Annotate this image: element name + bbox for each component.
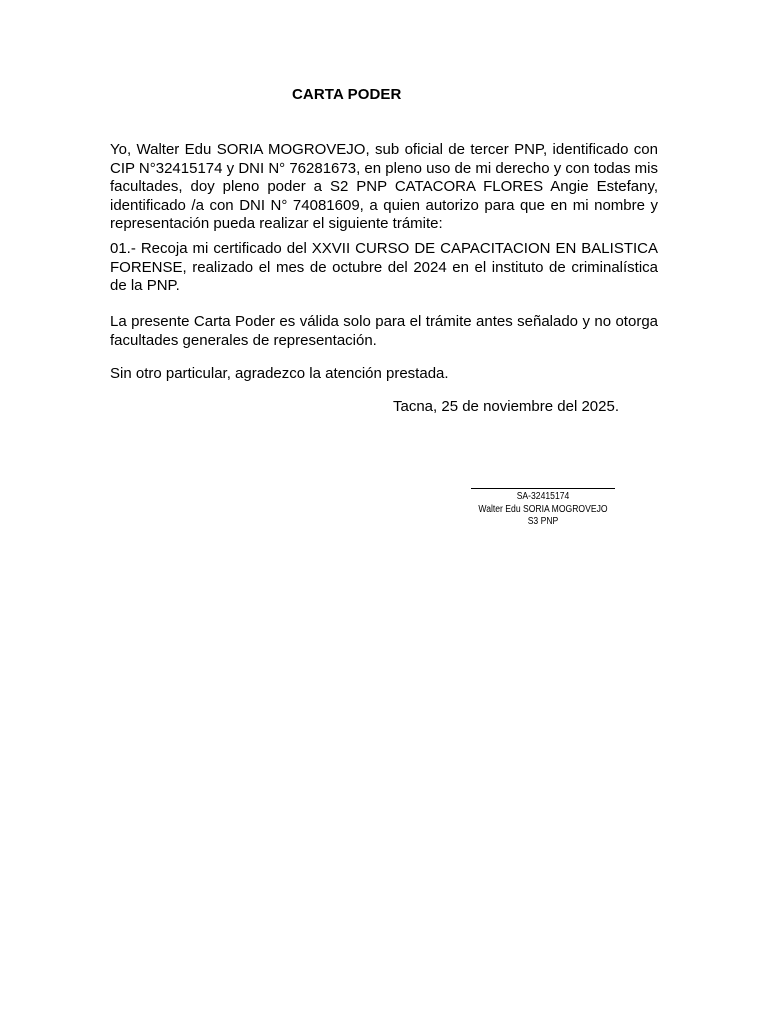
signature-line [471,488,615,489]
paragraph-closing: Sin otro particular, agradezco la atención prestada. [110,365,449,382]
signature-name: Walter Edu SORIA MOGROVEJO [478,503,608,515]
date-line: Tacna, 25 de noviembre del 2025. [393,398,619,415]
signature-block [463,488,623,529]
paragraph-authorization: Yo, Walter Edu SORIA MOGROVEJO, sub oficial de tercer PNP, identificado con CIP N°32415174 y DNI N° 76281673, en pleno uso de mi derecho y con todas mis facultades, doy pleno poder a S2 PNP CATACORA FLORES Angie Estefany, identificado /a con DNI N° 74081609, a quien autorizo para que en mi nombre y representación pueda realizar el siguiente trámite: [110,141,658,232]
paragraph-validity: La presente Carta Poder es válida solo para el trámite antes señalado y no otorga facultades generales de representación. [110,313,658,349]
paragraph-procedure: 01.- Recoja mi certificado del XXVII CURSO DE CAPACITACION EN BALISTICA FORENSE, realizado el mes de octubre del 2024 en el instituto de criminalística de la PNP. [110,240,658,294]
document-title: CARTA PODER [292,86,402,103]
signature-id: SA-32415174 [516,491,570,502]
signature-rank: S3 PNP [527,516,559,527]
